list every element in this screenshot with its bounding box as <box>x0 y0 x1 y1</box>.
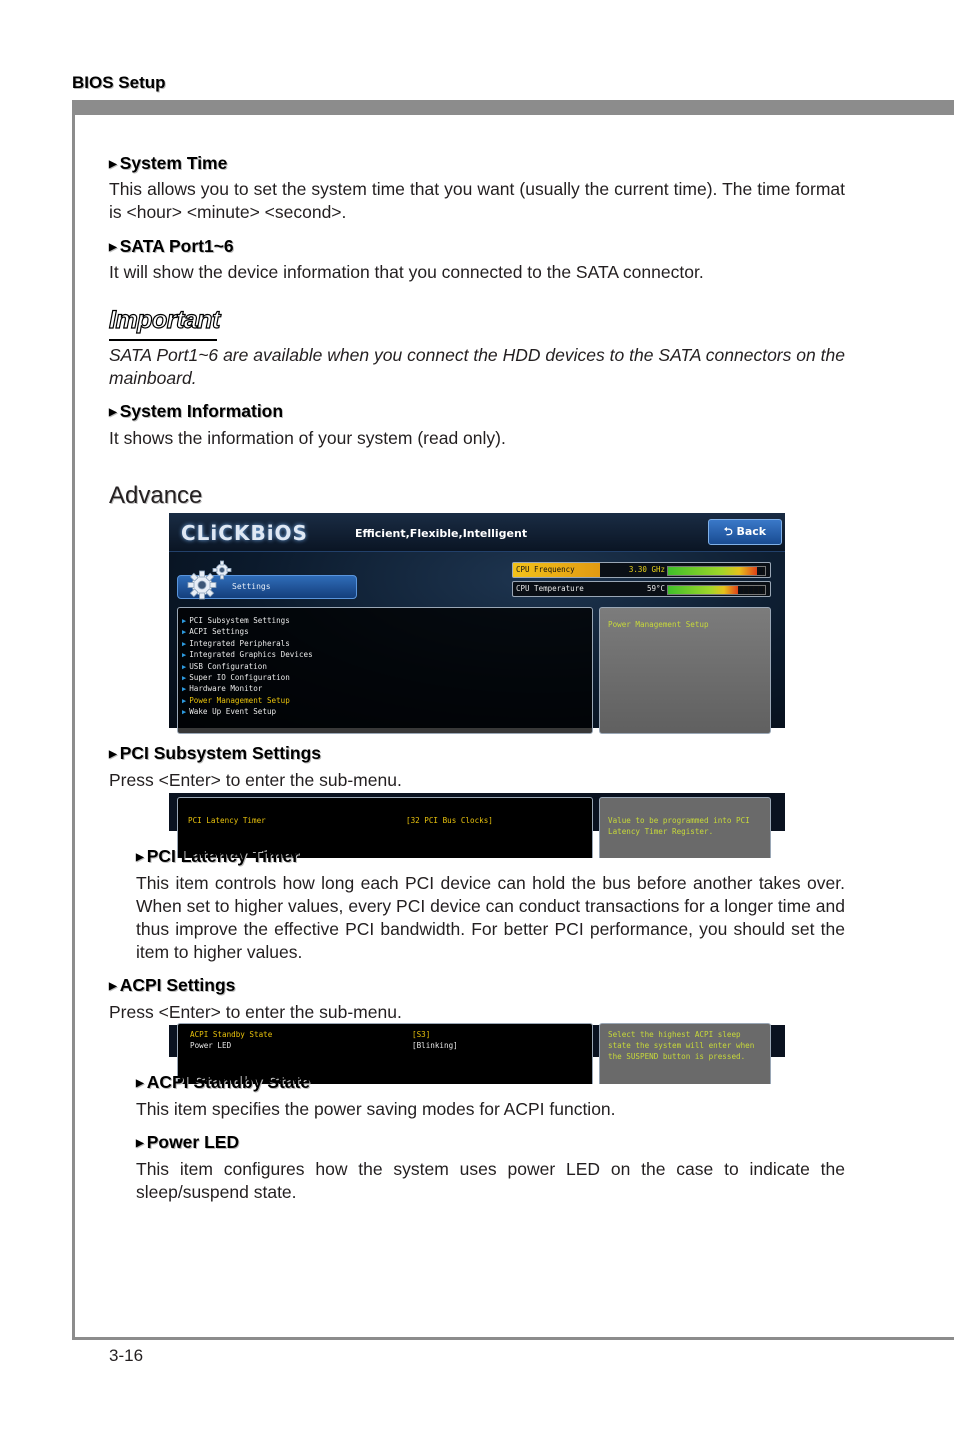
power-led-value: [Blinking] <box>412 1041 458 1050</box>
advance-section-title: Advance <box>109 482 203 509</box>
bullet-triangle-icon: ▶ <box>109 407 117 418</box>
bios-menu-item-label: Integrated Graphics Devices <box>189 650 313 660</box>
menu-arrow-icon: ▶ <box>182 674 187 682</box>
settings-tab[interactable]: Settings <box>177 575 357 599</box>
page-number: 3-16 <box>109 1346 144 1365</box>
sata-port-heading: ▶ SATA Port1~6 <box>109 236 234 256</box>
bios-menu-item-label: USB Configuration <box>189 661 267 671</box>
acpi-standby-value: [S3] <box>412 1030 431 1039</box>
cpu-temperature-bar <box>667 585 766 595</box>
clickbios-logo: CLiCKBiOS <box>181 521 308 545</box>
menu-arrow-icon: ▶ <box>182 639 187 648</box>
left-rule <box>72 100 75 1340</box>
bios-menu-item[interactable] <box>182 707 276 716</box>
menu-arrow-icon: ▶ <box>182 696 187 705</box>
pci-latency-help-2: Latency Timer Register. <box>608 827 714 836</box>
bios-menu-item[interactable] <box>182 696 290 705</box>
back-button[interactable]: ⮌ Back <box>708 519 782 545</box>
bullet-triangle-icon: ▶ <box>109 981 117 992</box>
cpu-frequency-fill <box>668 567 757 575</box>
system-time-text: This allows you to set the system time that you want (usually the current time). The time format is <hour> <minute> <second>. <box>109 179 845 222</box>
pci-latency-item: PCI Latency Timer <box>188 816 266 825</box>
bios-menu-item-label: PCI Subsystem Settings <box>189 616 290 625</box>
pci-subsystem-heading: ▶ PCI Subsystem Settings <box>109 743 322 763</box>
bullet-triangle-icon: ▶ <box>109 159 117 170</box>
pci-latency-text: This item controls how long each PCI device can hold the bus before another takes over. When set to higher values, every PCI device can conduct transactions for a longer time and thus improve the effective PCI bandwidth. For better PCI performance, you should set the item to higher values. <box>136 873 845 962</box>
system-time-heading: ▶ System Time <box>109 153 228 173</box>
advance-menu-list <box>177 607 593 734</box>
important-underline <box>109 339 217 341</box>
pci-subsystem-text: Press <Enter> to enter the sub-menu. <box>109 770 402 790</box>
acpi-help-3: the SUSPEND button is pressed. <box>608 1052 746 1061</box>
system-information-heading: ▶ System Information <box>109 401 284 421</box>
menu-arrow-icon: ▶ <box>182 708 187 717</box>
important-heading: Important <box>109 306 220 334</box>
important-note-lead: SATA Port1~6 <box>109 345 219 365</box>
menu-arrow-icon: ▶ <box>182 628 187 637</box>
pci-latency-heading: ▶ PCI Latency Timer <box>136 846 300 866</box>
acpi-help-panel <box>599 1023 771 1084</box>
menu-arrow-icon: ▶ <box>182 651 187 660</box>
bios-title-bar <box>169 513 785 552</box>
pci-latency-screenshot <box>169 793 785 836</box>
bios-menu-item[interactable] <box>182 684 262 693</box>
cpu-frequency-bar <box>667 566 766 576</box>
sata-port-text: It will show the device information that you connected to the SATA connector. <box>109 262 704 282</box>
pci-latency-value: [32 PCI Bus Clocks] <box>406 816 493 825</box>
acpi-settings-text: Press <Enter> to enter the sub-menu. <box>109 1002 402 1022</box>
acpi-standby-text: This item specifies the power saving modes for ACPI function. <box>136 1099 616 1119</box>
pci-latency-help-1: Value to be programmed into PCI <box>608 816 750 825</box>
bios-screenshot <box>169 513 785 728</box>
cpu-temperature-meter <box>512 581 771 597</box>
system-information-text: It shows the information of your system (read only). <box>109 428 506 448</box>
header-bar <box>72 100 954 115</box>
important-note <box>109 344 845 390</box>
menu-arrow-icon: ▶ <box>182 685 187 694</box>
cpu-frequency-label: CPU Frequency <box>513 563 600 577</box>
bullet-triangle-icon: ▶ <box>109 749 117 760</box>
important-note-text: are available when you connect the HDD devices to the SATA connectors on the mainboard. <box>109 345 845 388</box>
bullet-triangle-icon: ▶ <box>136 852 144 863</box>
acpi-screenshot <box>169 1025 785 1061</box>
cpu-temperature-fill <box>668 586 738 594</box>
bullet-triangle-icon: ▶ <box>109 242 117 253</box>
cpu-frequency-value: 3.30 GHz <box>628 565 665 574</box>
acpi-help-2: state the system will enter when <box>608 1041 755 1050</box>
power-led-item: Power LED <box>190 1041 232 1050</box>
back-arrow-icon: ⮌ <box>723 525 737 538</box>
power-led-text: This item configures how the system uses power LED on the case to indicate the sleep/suspend state. <box>136 1159 845 1202</box>
bottom-rule <box>72 1337 954 1340</box>
power-led-heading: ▶ Power LED <box>136 1132 240 1152</box>
menu-arrow-icon: ▶ <box>182 662 187 671</box>
pci-latency-help-panel <box>599 797 771 858</box>
bios-slogan: Efficient,Flexible,Intelligent <box>355 527 528 540</box>
acpi-help-1: Select the highest ACPI sleep <box>608 1030 741 1039</box>
bios-menu-item[interactable] <box>182 639 290 648</box>
cpu-temperature-label: CPU Temperature <box>516 584 584 593</box>
acpi-standby-heading: ▶ ACPI Standby State <box>136 1072 311 1092</box>
menu-arrow-icon: ▶ <box>182 617 187 625</box>
bios-menu-item[interactable] <box>182 673 290 682</box>
bios-menu-item-label: ACPI Settings <box>189 627 249 637</box>
acpi-settings-heading: ▶ ACPI Settings <box>109 975 236 995</box>
bios-menu-item[interactable] <box>182 616 290 625</box>
bios-menu-item[interactable] <box>182 650 313 659</box>
bios-menu-item-label: Integrated Peripherals <box>189 638 290 648</box>
cpu-temperature-value: 59°C <box>646 584 665 593</box>
bios-menu-item-label: Super IO Configuration <box>189 673 290 682</box>
running-header: BIOS Setup <box>72 73 166 92</box>
bullet-triangle-icon: ▶ <box>136 1138 144 1149</box>
bios-menu-item-label: Power Management Setup <box>189 695 290 705</box>
bios-menu-item-label: Hardware Monitor <box>189 684 263 694</box>
bios-menu-item[interactable] <box>182 627 249 636</box>
acpi-standby-item: ACPI Standby State <box>190 1030 273 1039</box>
help-panel <box>599 607 771 734</box>
bios-menu-item[interactable] <box>182 662 267 671</box>
bios-menu-item-label: Wake Up Event Setup <box>189 707 277 717</box>
cpu-frequency-meter <box>512 562 771 578</box>
bullet-triangle-icon: ▶ <box>136 1078 144 1089</box>
help-text: Power Management Setup <box>608 620 709 629</box>
gear-icon <box>184 558 236 602</box>
